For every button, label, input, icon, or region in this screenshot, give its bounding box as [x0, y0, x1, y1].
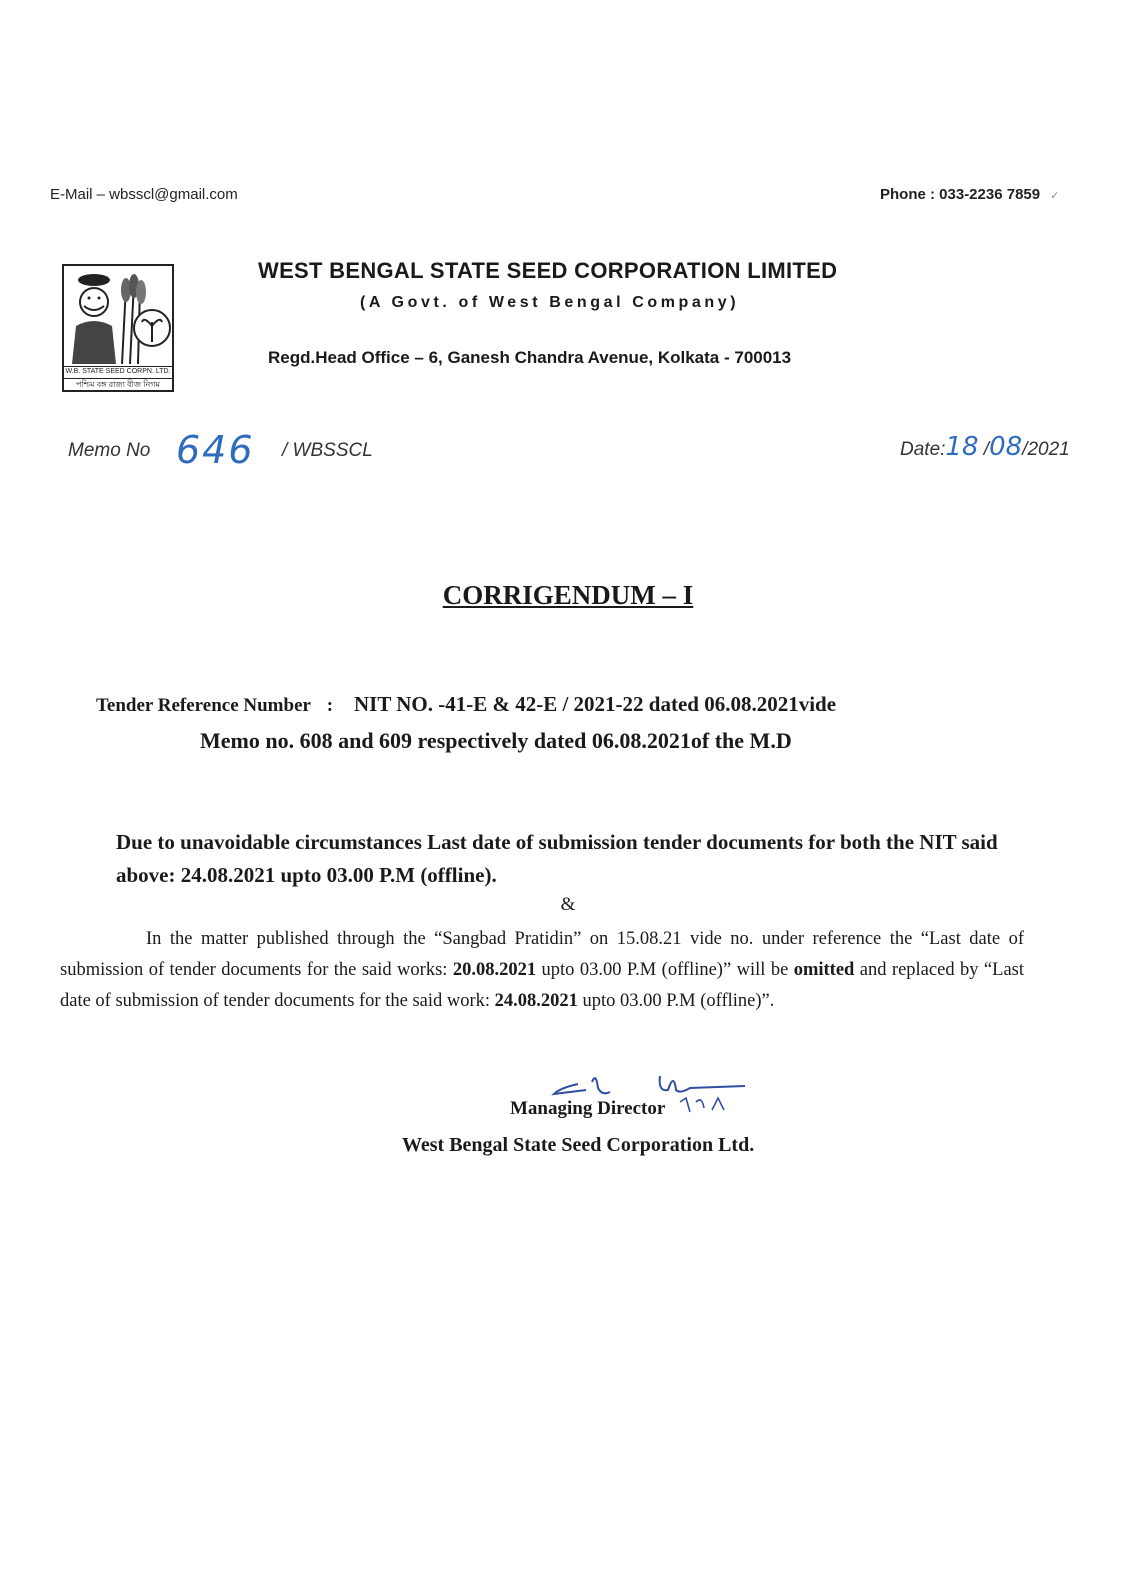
- logo-caption-bengali: পশ্চিম বঙ্গ রাজ্য বীজ নিগম: [64, 378, 172, 392]
- organization-address: Regd.Head Office – 6, Ganesh Chandra Avenue, Kolkata - 700013: [268, 348, 792, 367]
- date-year: /2021: [1022, 439, 1070, 460]
- document-title: [0, 580, 1136, 611]
- organization-subtitle: (A Govt. of West Bengal Company): [360, 294, 740, 311]
- phone-text: Phone : 033-2236 7859: [880, 186, 1041, 203]
- tender-reference-colon: :: [326, 695, 334, 716]
- signatory-organization: West Bengal State Seed Corporation Ltd.: [402, 1134, 755, 1156]
- publication-paragraph: [60, 924, 1024, 1017]
- tender-reference-line-2: Memo no. 608 and 609 respectively dated 06.08.2021of the M.D: [200, 728, 792, 753]
- date-month-handwritten: 08: [989, 432, 1023, 462]
- para-part-4: upto 03.00 P.M (offline)”.: [577, 991, 775, 1011]
- memo-number-handwritten: 646: [176, 428, 255, 472]
- submission-notice: Due to unavoidable circumstances Last date of submission tender documents for both the NIT said above: 24.08.2021 upto 03.00 P.M (offline).: [116, 830, 998, 887]
- memo-suffix: / WBSSCL: [282, 440, 373, 461]
- para-part-3: and replaced by “Last date of submission of tender documents for the said work:: [60, 960, 1024, 1011]
- tender-reference-value: NIT NO. -41-E & 42-E / 2021-22 dated 06.08.2021vide: [354, 692, 837, 716]
- old-date: 20.08.2021: [452, 960, 537, 980]
- date-day-handwritten: 18: [945, 432, 979, 462]
- para-part-2: upto 03.00 P.M (offline)” will be: [536, 960, 794, 980]
- title-text: CORRIGENDUM – I: [442, 580, 694, 610]
- memo-date: [900, 432, 1070, 462]
- para-part-1: In the matter published through the “Sangbad Pratidin” on 15.08.21 vide no. under reference the “Last date of submission of tender documents for the said works:: [60, 929, 1024, 980]
- tender-reference-label: Tender Reference Number: [96, 695, 311, 716]
- farmer-emblem-icon: [64, 266, 172, 366]
- tender-reference-line-1: [96, 692, 836, 717]
- signatory-role: Managing Director: [510, 1098, 666, 1119]
- email-contact: E-Mail – wbsscl@gmail.com: [50, 186, 238, 203]
- corporation-logo: [62, 264, 174, 392]
- date-label: Date:: [900, 439, 946, 460]
- memo-label: Memo No: [68, 440, 151, 461]
- omitted-word: omitted: [793, 960, 855, 980]
- ampersand-separator: &: [560, 894, 576, 915]
- organization-name: WEST BENGAL STATE SEED CORPORATION LIMITED: [258, 258, 838, 283]
- date-separator: /: [983, 439, 990, 460]
- logo-caption-english: W.B. STATE SEED CORPN. LTD.: [65, 368, 171, 375]
- phone-contact: Phone : 033-2236 7859 ✓: [880, 186, 1060, 203]
- new-date: 24.08.2021: [494, 991, 578, 1011]
